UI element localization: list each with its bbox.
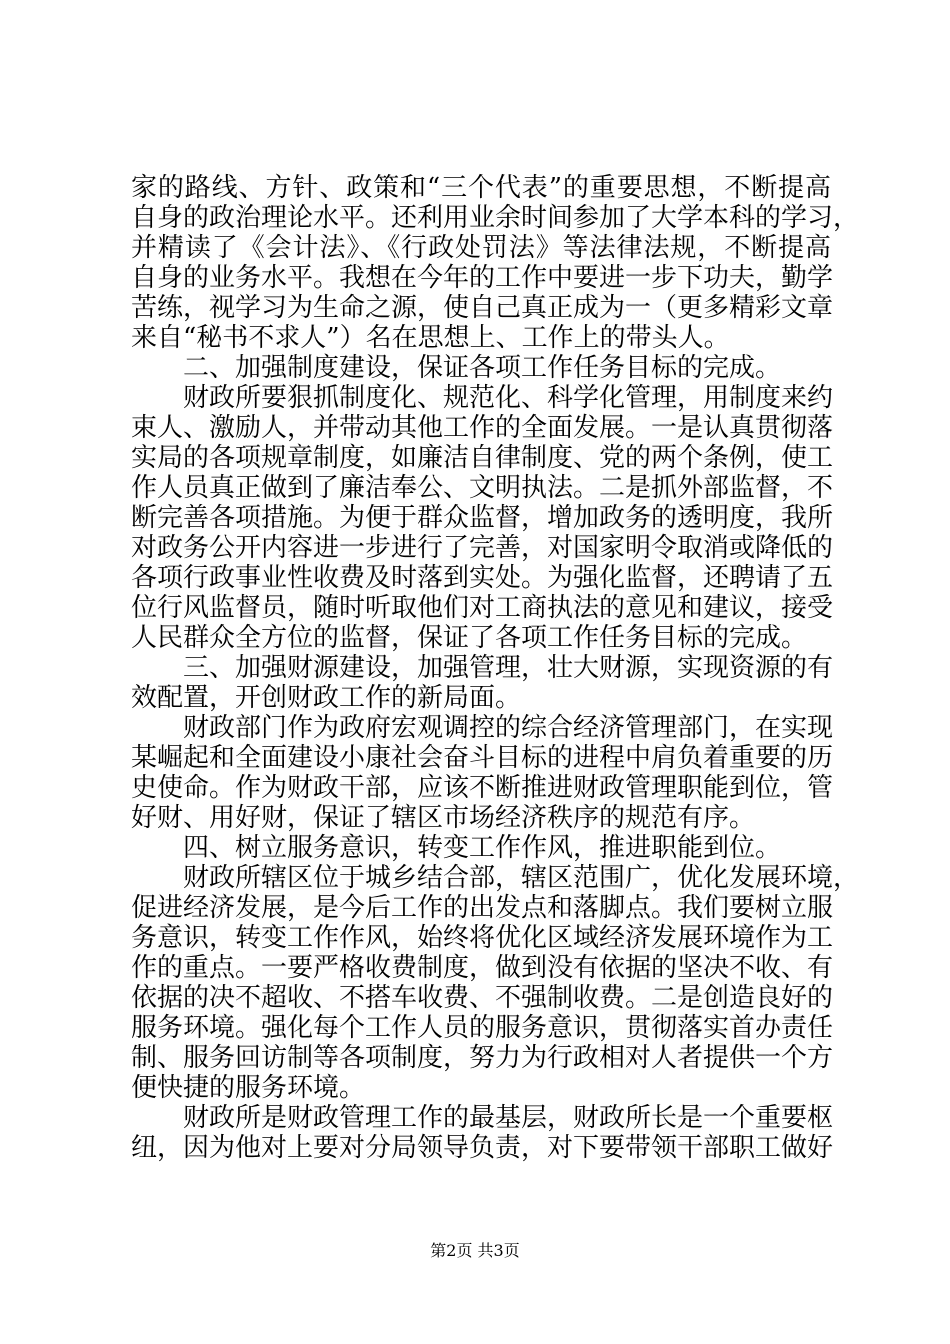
- text-line: 务意识，转变工作作风，始终将优化区域经济发展环境作为工: [131, 923, 834, 953]
- page-number-footer: 第2页 共3页: [430, 1241, 520, 1260]
- text-line: 自身的业务水平。我想在今年的工作中要进一步下功夫，勤学: [131, 263, 834, 293]
- text-line: 各项行政事业性收费及时落到实处。为强化监督，还聘请了五: [131, 563, 834, 593]
- text-line: 服务环境。强化每个工作人员的服务意识，贯彻落实首办责任: [131, 1013, 834, 1043]
- section-heading: 四、树立服务意识，转变工作作风，推进职能到位。: [183, 833, 782, 863]
- text-line: 某崛起和全面建设小康社会奋斗目标的进程中肩负着重要的历: [131, 743, 834, 773]
- text-line: 好财、用好财，保证了辖区市场经济秩序的规范有序。: [131, 803, 756, 833]
- section-heading: 二、加强制度建设，保证各项工作任务目标的完成。: [183, 353, 782, 383]
- text-line: 束人、激励人，并带动其他工作的全面发展。一是认真贯彻落: [131, 413, 834, 443]
- body-text: [131, 173, 860, 1163]
- text-line: 对政务公开内容进一步进行了完善，对国家明令取消或降低的: [131, 533, 834, 563]
- text-line: 促进经济发展，是今后工作的出发点和落脚点。我们要树立服: [131, 893, 834, 923]
- text-line: 实局的各项规章制度，如廉洁自律制度、党的两个条例，使工: [131, 443, 834, 473]
- text-line: 作人员真正做到了廉洁奉公、文明执法。二是抓外部监督，不: [131, 473, 834, 503]
- text-line: 财政所要狠抓制度化、规范化、科学化管理，用制度来约: [183, 383, 834, 413]
- text-line: 财政所是财政管理工作的最基层，财政所长是一个重要枢: [183, 1103, 834, 1133]
- text-line: 断完善各项措施。为便于群众监督，增加政务的透明度，我所: [131, 503, 834, 533]
- text-line: 苦练，视学习为生命之源，使自己真正成为一（更多精彩文章: [131, 293, 834, 323]
- text-line: 并精读了《会计法》、《行政处罚法》等法律法规，不断提高: [131, 233, 831, 263]
- text-line: 来自“秘书不求人”）名在思想上、工作上的带头人。: [131, 323, 730, 353]
- text-line: 家的路线、方针、政策和“三个代表”的重要思想，不断提高: [131, 173, 831, 203]
- section-heading: 三、加强财源建设，加强管理，壮大财源，实现资源的有: [183, 653, 834, 683]
- text-line: 制、服务回访制等各项制度，努力为行政相对人者提供一个方: [131, 1043, 834, 1073]
- text-line: 人民群众全方位的监督，保证了各项工作任务目标的完成。: [131, 623, 808, 653]
- text-line: 位行风监督员，随时听取他们对工商执法的意见和建议，接受: [131, 593, 834, 623]
- text-line: 财政所辖区位于城乡结合部，辖区范围广，优化发展环境，: [183, 863, 860, 893]
- text-line: 史使命。作为财政干部，应该不断推进财政管理职能到位，管: [131, 773, 834, 803]
- text-line: 作的重点。一要严格收费制度，做到没有依据的坚决不收、有: [131, 953, 834, 983]
- text-line: 自身的政治理论水平。还利用业余时间参加了大学本科的学习，: [131, 203, 860, 233]
- text-line: 依据的决不超收、不搭车收费、不强制收费。二是创造良好的: [131, 983, 834, 1013]
- text-line: 纽，因为他对上要对分局领导负责，对下要带领干部职工做好: [131, 1133, 834, 1163]
- text-line: 便快捷的服务环境。: [131, 1073, 366, 1103]
- section-heading: 效配置，开创财政工作的新局面。: [131, 683, 522, 713]
- text-line: 财政部门作为政府宏观调控的综合经济管理部门，在实现: [183, 713, 834, 743]
